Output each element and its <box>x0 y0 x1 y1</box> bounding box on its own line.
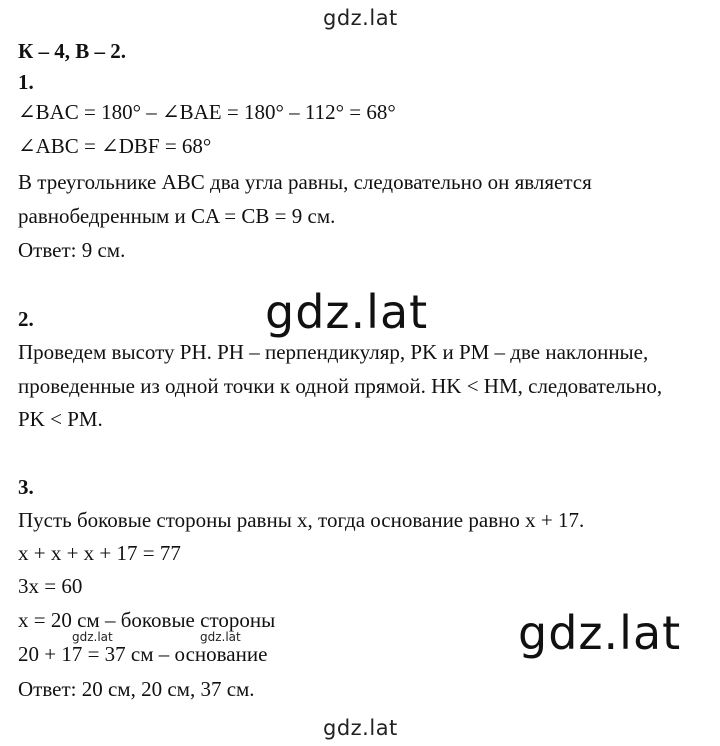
watermark-bottom: gdz.lat <box>323 716 398 740</box>
task3-line-1: Пусть боковые стороны равны x, тогда основание равно x + 17. <box>18 508 585 532</box>
watermark-tiny-right: gdz.lat <box>200 630 241 644</box>
task2-line-2: проведенные из одной точки к одной прямой. HK < HM, следовательно, <box>18 374 663 398</box>
task3-line-4: x = 20 см – боковые стороны <box>18 608 276 632</box>
task3-line-5: 20 + 17 = 37 см – основание <box>18 642 268 666</box>
task1-line-3: В треугольнике ABC два угла равны, следовательно он является <box>18 170 592 194</box>
task2-number: 2. <box>18 307 34 331</box>
task1-line-2: ∠ABC = ∠DBF = 68° <box>18 134 212 158</box>
watermark-tiny-left: gdz.lat <box>72 630 113 644</box>
task1-line-4: равнобедренным и CA = CB = 9 см. <box>18 204 336 228</box>
header-title: К – 4, В – 2. <box>18 39 126 63</box>
watermark-top: gdz.lat <box>323 6 398 30</box>
task1-line-1: ∠BAC = 180° – ∠BAE = 180° – 112° = 68° <box>18 100 396 124</box>
task3-line-2: x + x + x + 17 = 77 <box>18 541 181 565</box>
task2-line-3: PK < PM. <box>18 407 103 431</box>
task2-line-1: Проведем высоту PH. PH – перпендикуляр, PK и PM – две наклонные, <box>18 340 649 364</box>
task3-answer: Ответ: 20 см, 20 см, 37 см. <box>18 677 255 701</box>
watermark-right: gdz.lat <box>518 606 682 660</box>
watermark-middle: gdz.lat <box>265 285 429 339</box>
task3-number: 3. <box>18 475 34 499</box>
task3-line-3: 3x = 60 <box>18 574 83 598</box>
task1-number: 1. <box>18 70 34 94</box>
task1-answer: Ответ: 9 см. <box>18 238 126 262</box>
